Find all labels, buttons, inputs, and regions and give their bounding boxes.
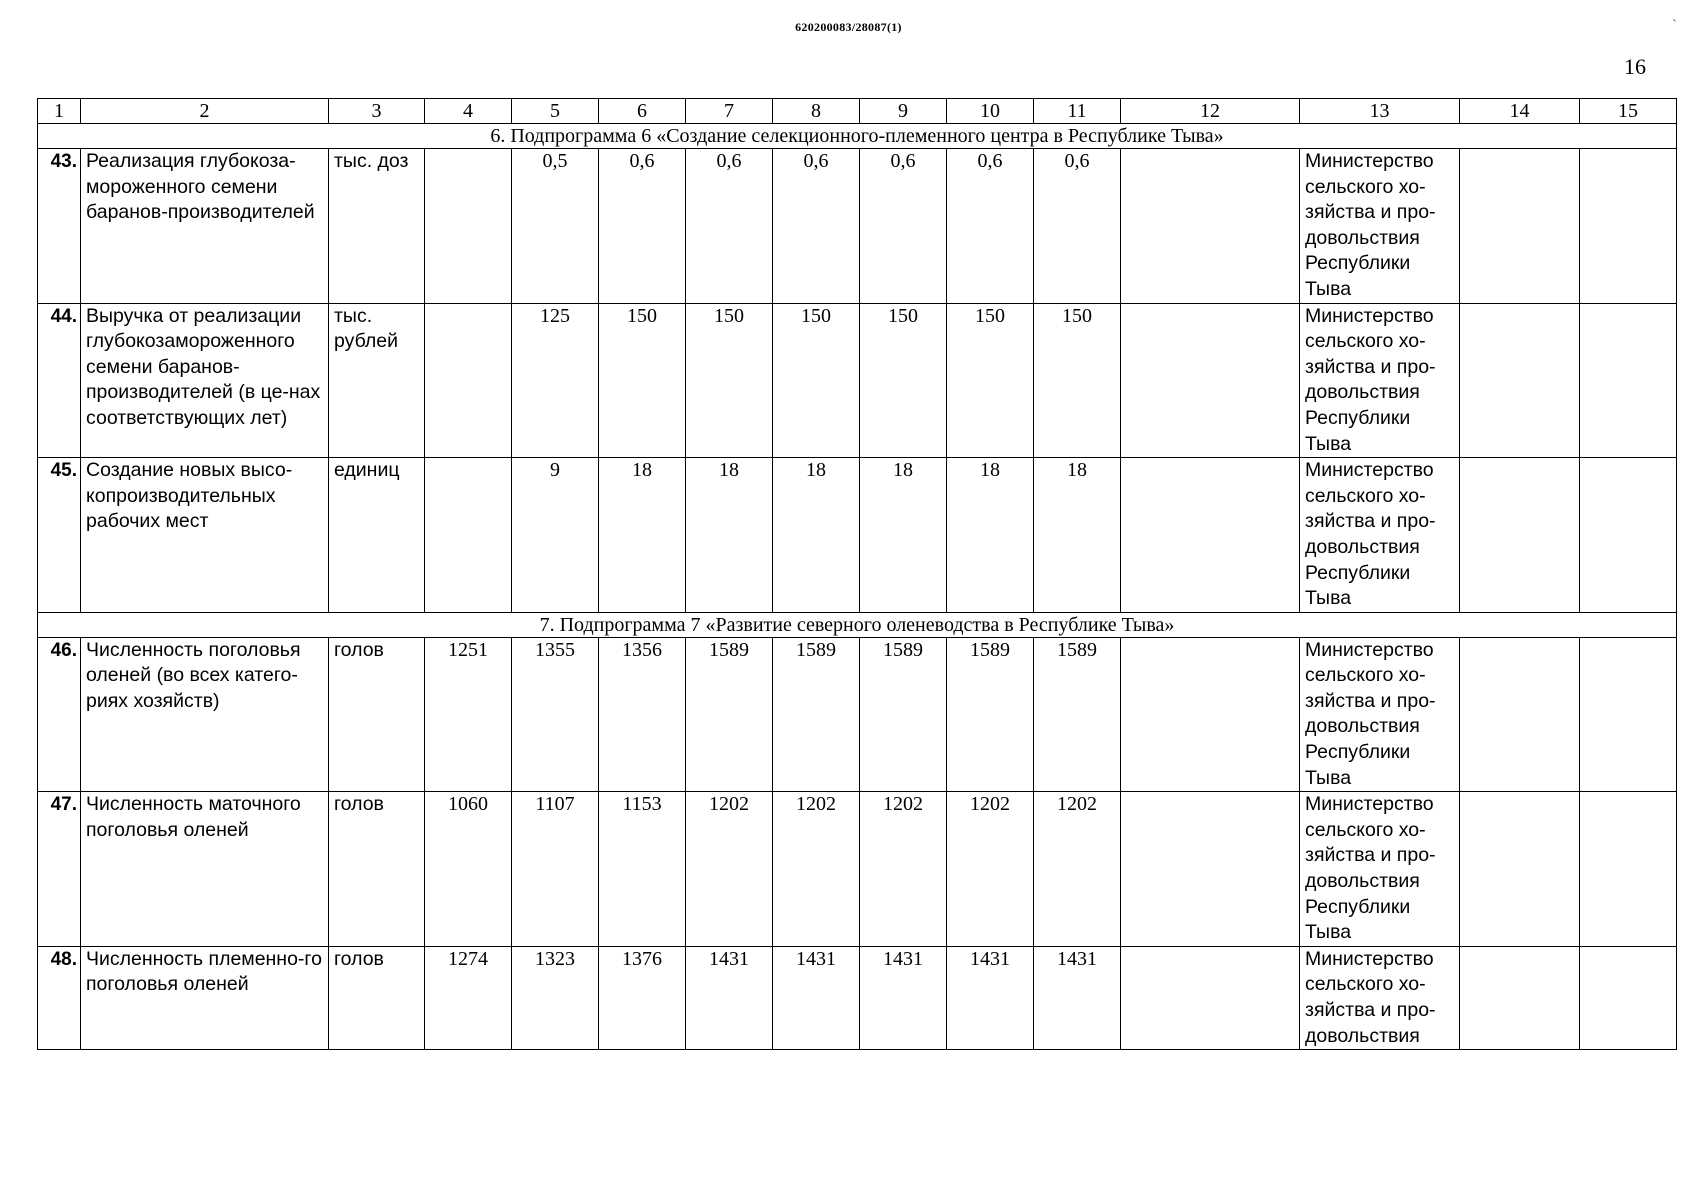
column-number-12: 12	[1121, 99, 1300, 124]
value-col-11: 1589	[1034, 637, 1121, 792]
value-col-12	[1121, 792, 1300, 947]
column-number-6: 6	[599, 99, 686, 124]
value-col-6: 18	[599, 458, 686, 613]
value-col-14	[1460, 303, 1580, 458]
column-number-3: 3	[329, 99, 425, 124]
value-col-9: 1202	[860, 792, 947, 947]
value-col-14	[1460, 946, 1580, 1049]
value-col-10: 1202	[947, 792, 1034, 947]
indicator-name: Численность поголовья оленей (во всех катего-риях хозяйств)	[81, 637, 329, 792]
value-col-8: 18	[773, 458, 860, 613]
responsible-executor: Министерство сельского хо-зяйства и про-довольствия Республики Тыва	[1300, 637, 1460, 792]
unit-of-measure: тыс. доз	[329, 149, 425, 304]
value-col-8: 0,6	[773, 149, 860, 304]
value-col-7: 1589	[686, 637, 773, 792]
value-col-9: 0,6	[860, 149, 947, 304]
value-col-9: 18	[860, 458, 947, 613]
document-code: 620200083/28087(1)	[795, 20, 902, 34]
value-col-5: 1107	[512, 792, 599, 947]
value-col-5: 125	[512, 303, 599, 458]
value-col-4	[425, 149, 512, 304]
value-col-14	[1460, 458, 1580, 613]
value-col-14	[1460, 637, 1580, 792]
value-col-12	[1121, 637, 1300, 792]
table-row	[38, 303, 1677, 458]
section-7-heading	[38, 612, 1677, 637]
value-col-6: 1376	[599, 946, 686, 1049]
indicator-name: Выручка от реализации глубокозамороженного семени баранов-производителей (в це-нах соответствующих лет)	[81, 303, 329, 458]
responsible-executor: Министерство сельского хо-зяйства и про-довольствия Республики Тыва	[1300, 792, 1460, 947]
indicator-name: Численность маточного поголовья оленей	[81, 792, 329, 947]
value-col-11: 1431	[1034, 946, 1121, 1049]
value-col-15	[1580, 303, 1677, 458]
indicators-table	[37, 98, 1677, 1050]
column-number-14: 14	[1460, 99, 1580, 124]
value-col-8: 1431	[773, 946, 860, 1049]
column-number-9: 9	[860, 99, 947, 124]
row-number: 47.	[38, 792, 81, 947]
value-col-6: 150	[599, 303, 686, 458]
unit-of-measure: тыс. рублей	[329, 303, 425, 458]
value-col-9: 1431	[860, 946, 947, 1049]
value-col-6: 1153	[599, 792, 686, 947]
value-col-12	[1121, 303, 1300, 458]
value-col-10: 1431	[947, 946, 1034, 1049]
value-col-8: 1589	[773, 637, 860, 792]
value-col-10: 18	[947, 458, 1034, 613]
column-number-10: 10	[947, 99, 1034, 124]
value-col-15	[1580, 637, 1677, 792]
column-number-15: 15	[1580, 99, 1677, 124]
value-col-5: 9	[512, 458, 599, 613]
section-6-heading-title: 6. Подпрограмма 6 «Создание селекционного-племенного центра в Республике Тыва»	[38, 124, 1677, 149]
value-col-5: 0,5	[512, 149, 599, 304]
row-number: 48.	[38, 946, 81, 1049]
table-row	[38, 946, 1677, 1049]
value-col-9: 1589	[860, 637, 947, 792]
value-col-5: 1323	[512, 946, 599, 1049]
column-number-11: 11	[1034, 99, 1121, 124]
value-col-11: 150	[1034, 303, 1121, 458]
column-number-7: 7	[686, 99, 773, 124]
responsible-executor: Министерство сельского хо-зяйства и про-довольствия	[1300, 946, 1460, 1049]
value-col-14	[1460, 149, 1580, 304]
row-number: 46.	[38, 637, 81, 792]
value-col-4: 1274	[425, 946, 512, 1049]
value-col-7: 18	[686, 458, 773, 613]
column-number-4: 4	[425, 99, 512, 124]
indicator-name: Численность племенно-го поголовья оленей	[81, 946, 329, 1049]
row-number: 45.	[38, 458, 81, 613]
unit-of-measure: голов	[329, 637, 425, 792]
value-col-15	[1580, 458, 1677, 613]
column-number-8: 8	[773, 99, 860, 124]
column-number-2: 2	[81, 99, 329, 124]
unit-of-measure: голов	[329, 792, 425, 947]
responsible-executor: Министерство сельского хо-зяйства и про-довольствия Республики Тыва	[1300, 303, 1460, 458]
table-row	[38, 458, 1677, 613]
value-col-7: 1431	[686, 946, 773, 1049]
table-row	[38, 149, 1677, 304]
value-col-7: 1202	[686, 792, 773, 947]
value-col-4	[425, 458, 512, 613]
value-col-11: 0,6	[1034, 149, 1121, 304]
value-col-8: 150	[773, 303, 860, 458]
unit-of-measure: голов	[329, 946, 425, 1049]
indicator-name: Реализация глубокоза-мороженного семени баранов-производителей	[81, 149, 329, 304]
value-col-7: 0,6	[686, 149, 773, 304]
corner-mark: `	[1672, 18, 1677, 33]
value-col-12	[1121, 946, 1300, 1049]
column-number-row	[38, 99, 1677, 124]
indicator-name: Создание новых высо-копроизводительных рабочих мест	[81, 458, 329, 613]
page-number: 16	[1624, 54, 1646, 79]
table-row	[38, 792, 1677, 947]
responsible-executor: Министерство сельского хо-зяйства и про-довольствия Республики Тыва	[1300, 458, 1460, 613]
value-col-7: 150	[686, 303, 773, 458]
value-col-14	[1460, 792, 1580, 947]
table-row	[38, 637, 1677, 792]
value-col-11: 18	[1034, 458, 1121, 613]
value-col-9: 150	[860, 303, 947, 458]
unit-of-measure: единиц	[329, 458, 425, 613]
value-col-12	[1121, 458, 1300, 613]
value-col-8: 1202	[773, 792, 860, 947]
section-6-heading	[38, 124, 1677, 149]
value-col-6: 1356	[599, 637, 686, 792]
column-number-5: 5	[512, 99, 599, 124]
value-col-15	[1580, 149, 1677, 304]
value-col-5: 1355	[512, 637, 599, 792]
value-col-10: 0,6	[947, 149, 1034, 304]
column-number-1: 1	[38, 99, 81, 124]
value-col-10: 1589	[947, 637, 1034, 792]
section-7-heading-title: 7. Подпрограмма 7 «Развитие северного оленеводства в Республике Тыва»	[38, 612, 1677, 637]
value-col-12	[1121, 149, 1300, 304]
responsible-executor: Министерство сельского хо-зяйства и про-довольствия Республики Тыва	[1300, 149, 1460, 304]
value-col-10: 150	[947, 303, 1034, 458]
row-number: 43.	[38, 149, 81, 304]
value-col-15	[1580, 946, 1677, 1049]
value-col-4: 1060	[425, 792, 512, 947]
value-col-4	[425, 303, 512, 458]
value-col-11: 1202	[1034, 792, 1121, 947]
value-col-4: 1251	[425, 637, 512, 792]
column-number-13: 13	[1300, 99, 1460, 124]
row-number: 44.	[38, 303, 81, 458]
value-col-6: 0,6	[599, 149, 686, 304]
value-col-15	[1580, 792, 1677, 947]
